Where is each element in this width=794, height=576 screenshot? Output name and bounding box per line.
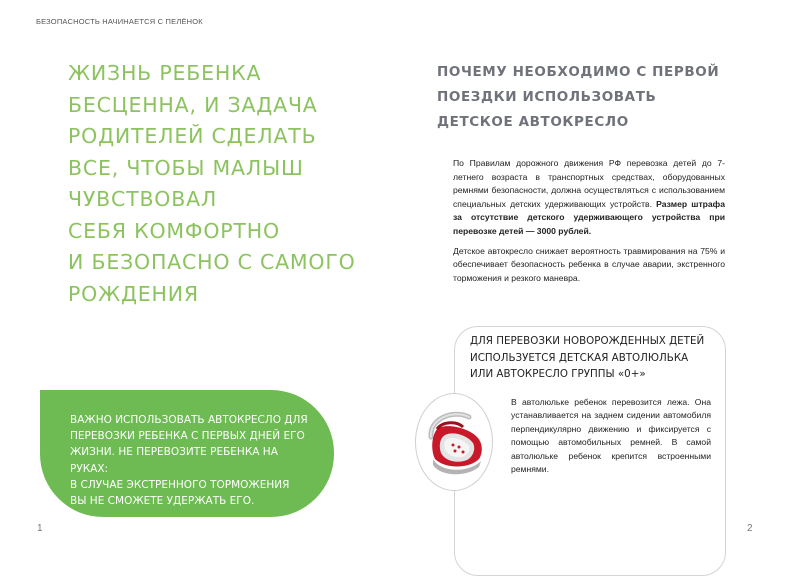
- quote-line: РОЖДЕНИЯ: [68, 281, 199, 306]
- quote-line: БЕСЦЕННА, И ЗАДАЧА: [68, 92, 318, 117]
- section-title: [437, 60, 737, 135]
- car-seat-image-frame: [415, 393, 493, 491]
- quote-line: РОДИТЕЛЕЙ СДЕЛАТЬ: [68, 124, 317, 148]
- paragraph-statistics: Детское автокресло снижает вероятность травмирования на 75% и обеспечивает безопасность ребенка в случае аварии, экстренного торможения и резкого маневра.: [453, 245, 725, 283]
- warning-callout: [40, 390, 334, 517]
- title-line: ПОЕЗДКИ ИСПОЛЬЗОВАТЬ: [437, 89, 657, 105]
- quote-line: ВСЕ, ЧТОБЫ МАЛЫШ: [68, 155, 304, 180]
- box-title-line: ИЛИ АВТОКРЕСЛО ГРУППЫ «0+»: [470, 368, 646, 380]
- paragraph-rules: [453, 157, 725, 239]
- quote-line: ЖИЗНЬ РЕБЕНКА: [68, 61, 262, 85]
- page-number-left: 1: [37, 523, 43, 534]
- box-title-line: ДЛЯ ПЕРЕВОЗКИ НОВОРОЖДЕННЫХ ДЕТЕЙ: [470, 335, 705, 347]
- rules-text: По Правилам дорожного движения РФ перевозка детей до 7-летнего возраста в транспортных средствах, оборудованных ремнями безопасности, должна осуществляться с использованием специальных детских удерживающих устройств.: [453, 158, 725, 209]
- main-quote: [68, 58, 368, 310]
- quote-line: СЕБЯ КОМФОРТНО: [68, 218, 280, 243]
- quote-line: И БЕЗОПАСНО С САМОГО: [68, 250, 356, 274]
- callout-line: ВАЖНО ИСПОЛЬЗОВАТЬ АВТОКРЕСЛО ДЛЯ: [70, 414, 308, 426]
- title-line: ПОЧЕМУ НЕОБХОДИМО С ПЕРВОЙ: [437, 64, 720, 80]
- callout-line: В СЛУЧАЕ ЭКСТРЕННОГО ТОРМОЖЕНИЯ: [70, 478, 290, 491]
- body-text: [453, 157, 725, 291]
- title-line: ДЕТСКОЕ АВТОКРЕСЛО: [437, 114, 629, 130]
- info-box-text: В автолюльке ребенок перевозится лежа. Она устанавливается на заднем сидении автомобиля перпендикулярно движению и фиксируется с помощью автомобильных ремней. В самой автолюльке ребенок крепится встроенными ремнями.: [511, 397, 711, 475]
- info-box-title: [470, 333, 720, 383]
- callout-line: ЖИЗНИ. НЕ ПЕРЕВОЗИТЕ РЕБЕНКА НА РУКАХ:: [70, 446, 278, 475]
- page-number-right: 2: [747, 523, 753, 534]
- fine-text: Размер штрафа за отсутствие детского удерживающего устройства при перевозке детей — 3000 рублей.: [453, 198, 725, 236]
- running-head: БЕЗОПАСНОСТЬ НАЧИНАЕТСЯ С ПЕЛЁНОК: [36, 17, 203, 26]
- callout-line: ВЫ НЕ СМОЖЕТЕ УДЕРЖАТЬ ЕГО.: [70, 495, 255, 508]
- infant-car-seat-icon: [423, 407, 487, 477]
- callout-line: ПЕРЕВОЗКИ РЕБЕНКА С ПЕРВЫХ ДНЕЙ ЕГО: [70, 430, 305, 443]
- box-title-line: ИСПОЛЬЗУЕТСЯ ДЕТСКАЯ АВТОЛЮЛЬКА: [470, 351, 689, 364]
- quote-line: ЧУВСТВОВАЛ: [68, 187, 218, 211]
